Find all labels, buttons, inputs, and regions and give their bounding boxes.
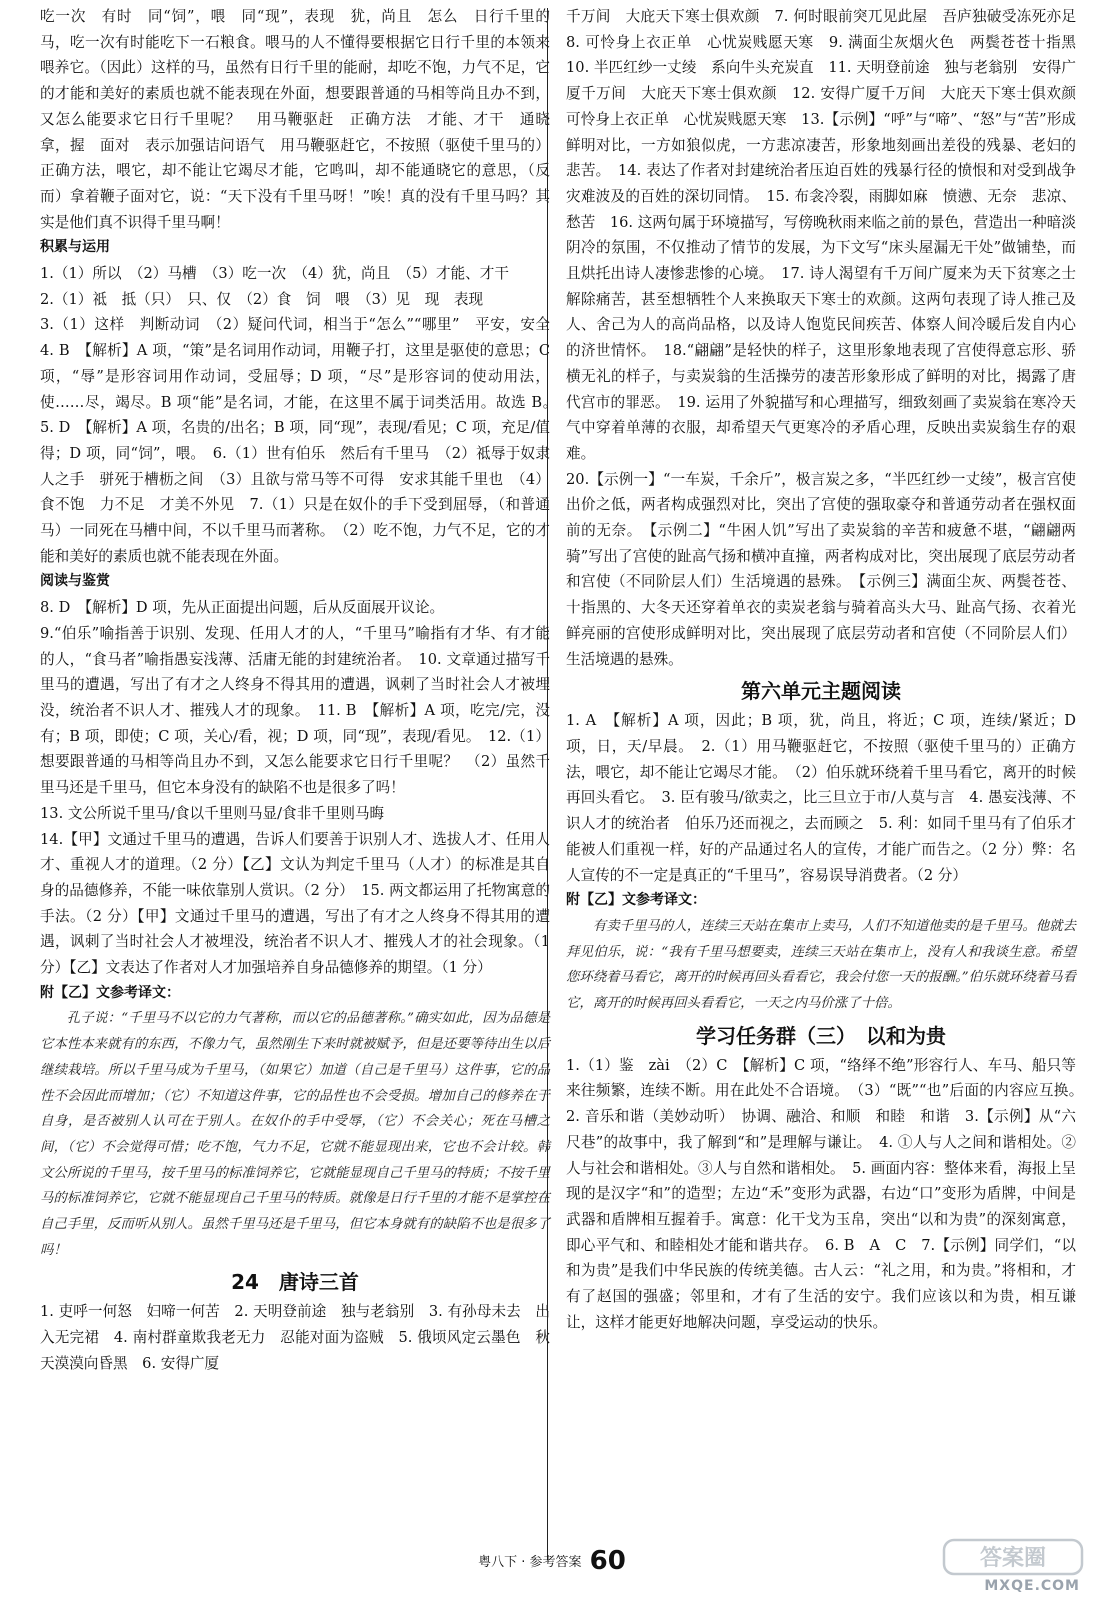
answer-item: 1.（1）鉴 zài （2）C 【解析】C 项，“络绎不绝”形容行人、车马、船只等来往频繁，连续不断。用在此处不合语境。 （3）“既”“也”后面的内容应互换。 2. 音乐和谐（美妙动听） 协调、融洽、和顺 和睦 和谐 3.【示例】从“六尺巷”的故事中，我了解到“和”是理解与谦让。 4. ①人与人之间和谐相处。②人与社会和谐相处。③人与自然和谐相处。 5. 画面内容：整体来看，海报上呈现的是汉字“和”的造型；左边“禾”变形为武器，右边“口”变形为盾牌，中间是武器和盾牌相互握着手。寓意：化干戈为玉帛，突出“以和为贵”的深刻寓意，即心平气和、和睦相处才能和谐共存。 6. B A C 7.【示例】同学们，“以和为贵”是我们中华民族的传统美德。古人云：“礼之用，和为贵。”将相和，才有了赵国的强盛；邻里和，才有了生活的安宁。我们应该以和为贵，相互谦让，这样才能更好地解决问题，享受运动的快乐。 <box>566 1056 1091 1331</box>
answer-item: 2.（1）祗 抵（只） 只、仅 （2）食 饲 喂 （3）见 现 表现 <box>40 290 484 308</box>
unit-6-title: 第六单元主题阅读 <box>741 679 901 704</box>
answer-item: 千万间 大庇天下寒士俱欢颜 7. 何时眼前突兀见此屋 吾庐独破受冻死亦足 8. 可怜身上衣正单 心忧炭贱愿天寒 9. 满面尘灰烟火色 两鬓苍苍十指黑 10. 半匹红纱一丈绫 系向牛头充炭直 11. 天明登前途 独与老翁别 安得广厦千万间 大庇天下寒士俱欢颜 12. 安得广厦千万间 大庇天下寒士俱欢颜 可怜身上衣正单 心忧炭贱愿天寒 13.【示例】“呼”与“啼”、“怒”与“苦”形成鲜明对比，一方如狼似虎，一方悲凉凄苦，形象地刻画出差役的残暴、老妇的悲苦。 14. 表达了作者对封建统治者压迫百姓的残暴行径的愤恨和对受到战争灾难波及的百姓的深切同情。 15. 布衾冷裂，雨脚如麻 愤懑、无奈 悲凉、愁苦 16. 这两句属于环境描写，写傍晚秋雨来临之前的景色，营造出一种暗淡阴冷的氛围，不仅推动了情节的发展，为下文写“床头屋漏无干处”做铺垫，而且烘托出诗人凄惨悲惨的心境。 17. 诗人渴望有千万间广厦来为天下贫寒之士解除痛苦，甚至想牺牲个人来换取天下寒士的欢颜。这两句表现了诗人推己及人、舍己为人的高尚品格，以及诗人饱览民间疾苦、体察人间冷暖后发自内心的济世情怀。 18.“翩翩”是轻快的样子，这里形象地表现了宫使得意忘形、骄横无礼的样子，与卖炭翁的生活操劳的凄苦形象形成了鲜明的对比，揭露了唐代宫市的罪恶。 19. 运用了外貌描写和心理描写，细致刻画了卖炭翁在寒冷天气中穿着单薄的衣服，却希望天气更寒冷的矛盾心理，反映出卖炭翁生存的艰难。 <box>566 8 1091 462</box>
watermark-text: MXQE.COM <box>984 1578 1080 1594</box>
footer-label: 粤八下 · 参考答案 <box>478 1555 582 1570</box>
page-number: 60 <box>589 1546 626 1576</box>
section-heading-accumulation: 积累与运用 <box>40 239 110 256</box>
column-divider <box>547 8 548 1560</box>
answer-item: 14.【甲】文通过千里马的遭遇，告诉人们要善于识别人才、选拔人才、任用人才、重视人才的道理。（2 分）【乙】文认为判定千里马（人才）的标准是其自身的品德修养，不能一味依靠别人赏识。（2 分） 15. 两文都运用了托物寓意的手法。（2 分）【甲】文通过千里马的遭遇，写出了有才之人终身不得其用的遭遇，讽刺了当时社会人才被埋没，统治者不识人才、摧残人才的社会现象。（1 分）【乙】文表达了作者对人才加强培养自身品德修养的期望。（1 分） <box>40 830 550 977</box>
right-column <box>566 4 1091 1335</box>
answer-item: 1. A 【解析】A 项，因此；B 项，犹，尚且，将近；C 项，连续/紧近；D 项，日，天/早晨。 2.（1）用马鞭驱赶它，不按照（驱使千里马的）正确方法，喂它，却不能让它竭尽才能。 （2）伯乐就环绕着千里马看它，离开的时候再回头看它。 3. 臣有骏马/欲卖之，比三旦立于市/人莫与言 4. 愚妄浅薄、不识人才的统治者 伯乐乃还而视之，去而顾之 5. 利：如同千里马有了伯乐才能被人们重视一样，好的产品通过名人的宣传，才能广而告之。（2 分）弊：名人宣传的不一定是真正的“千里马”，容易误导消费者。（2 分） <box>566 712 1076 884</box>
translation-continuation: 吃一次 有时 同“饲”，喂 同“现”，表现 犹，尚且 怎么 日行千里的马，吃一次有时能吃下一石粮食。喂马的人不懂得要根据它日行千里的本领来喂养它。（因此）这样的马，虽然有日行千里的能耐，却吃不饱，力气不足，它的才能和美好的素质也就不能表现在外面，想要跟普通的马相等尚且办不到，又怎么能要求它日行千里呢？ 用马鞭驱赶 正确方法 才能、才干 通晓 拿，握 面对 表示加强诘问语气 用马鞭驱赶它，不按照（驱使千里马的）正确方法，喂它，却不能让它竭尽才能，它鸣叫，却不能通晓它的意思，（反而）拿着鞭子面对它，说：“天下没有千里马呀！”唉！真的没有千里马吗？其实是他们真不识得千里马啊！ <box>40 8 565 231</box>
answer-item: 13. 文公所说千里马/食以千里则马显/食非千里则马晦 <box>40 804 385 822</box>
answer-item: 9.“伯乐”喻指善于识别、发现、任用人才的人，“千里马”喻指有才华、有才能的人，“食马者”喻指愚妄浅薄、活庸无能的封建统治者。 10. 文章通过描写千里马的遭遇，写出了有才之人终身不得其用的遭遇，讽刺了当时社会人才被埋没，统治者不识人才、摧残人才的现象。 11. B 【解析】A 项，吃完/完，没有；B 项，即使；C 项，关心/看，视；D 项，同“现”，表现/看见。 12.（1）想要跟普通的马相等尚且办不到，又怎么能要求它日行千里呢？ （2）虽然千里马还是千里马，但它本身没有的缺陷不也是很多了吗！ <box>40 624 550 797</box>
chapter-title-24: 24 唐诗三首 <box>231 1270 359 1295</box>
answer-item: 1. 吏呼一何怒 妇啼一何苦 2. 天明登前途 独与老翁别 3. 有孙母未去 出入无完裙 4. 南村群童欺我老无力 忍能对面为盗贼 5. 俄顷风定云墨色 秋天漠漠向昏黑 6. 安得广厦 <box>40 1303 550 1372</box>
answer-item: 1.（1）所以 （2）马槽 （3）吃一次 （4）犹，尚且 （5）才能、才干 <box>40 265 509 283</box>
svg-text:答案圈: 答案圈 <box>979 1546 1047 1571</box>
translation-heading: 附【乙】文参考译文： <box>40 984 180 1001</box>
section-heading-reading: 阅读与鉴赏 <box>40 573 110 590</box>
translation-heading: 附【乙】文参考译文： <box>566 892 706 909</box>
task-group-3-title: 学习任务群（三） 以和为贵 <box>696 1023 946 1048</box>
reference-translation: 有卖千里马的人，连续三天站在集市上卖马，人们不知道他卖的是千里马。他就去拜见伯乐，说：“我有千里马想要卖，连续三天站在集市上，没有人和我谈生意。希望您环绕着马看它，离开的时候再回头看看它，我会付您一天的报酬。”伯乐就环绕着马看它，离开的时候再回头看看它，一天之内马价涨了十倍。 <box>566 918 1076 1012</box>
answer-item: 8. D 【解析】D 项，先从正面提出问题，后从反面展开议论。 <box>40 599 445 617</box>
reference-translation: 孔子说：“千里马不以它的力气著称，而以它的品德著称。”确实如此，因为品德是它本性本来就有的东西，不像力气，虽然刚生下来时就被赋予，但是还要等待出生以后继续栽培。所以千里马成为千里马，（如果它）加道（自己是千里马）这件事，它的品性不会因此而增加；（它）不知道这件事，它的品性也不会受损。增加自己的修养在于自身，是否被别人认可在于别人。在奴仆的手中受辱，（它）不会关心；死在马槽之间，（它）不会觉得可惜；吃不饱，气力不足，它就不能显现出来，它也不会计较。韩文公所说的千里马，按千里马的标准饲养它，它就能显现自己千里马的特质；不按千里马的标准饲养它，它就不能显现自己千里马的特质。就像是日行千里的才能不是掌控在自己手里，反而听从别人。虽然千里马还是千里马，但它本身就有的缺陷不也是很多了吗！ <box>40 1011 550 1258</box>
answer-item: 20.【示例一】“一车炭，千余斤”，极言炭之多，“半匹红纱一丈绫”，极言宫使出价之低，两者构成强烈对比，突出了宫使的强取豪夺和普通劳动者在强权面前的无奈。 【示例二】“牛困人饥”写出了卖炭翁的辛苦和疲惫不堪，“翩翩两骑”写出了宫使的趾高气扬和横冲直撞，两者构成对比，突出展现了底层劳动者和宫使（不同阶层人们）生活境遇的悬殊。 【示例三】满面尘灰、两鬓苍苍、十指黑的、大冬天还穿着单衣的卖炭老翁与骑着高头大马、趾高气扬、衣着光鲜亮丽的宫使形成鲜明对比，突出展现了底层劳动者和宫使（不同阶层人们）生活境遇的悬殊。 <box>566 470 1076 668</box>
answer-item: 3.（1）这样 判断动词 （2）疑问代词，相当于“怎么”“哪里” 平安，安全 4. B 【解析】A 项，“策”是名词用作动词，用鞭子打，这里是驱使的意思；C 项，“辱”是形容词用作动词，受屈辱；D 项，“尽”是形容词的使动用法，使……尽，竭尽。B 项“能”是名词，才能，在这里不属于词类活用。故选 B。 5. D 【解析】A 项，名贵的/出名；B 项，同“现”，表现/看见；C 项，充足/值得；D 项，同“饲”，喂。 6.（1）世有伯乐 然后有千里马 （2）祗辱于奴隶人之手 骈死于槽枥之间 （3）且欲与常马等不可得 安求其能千里也 （4）食不饱 力不足 才美不外见 7.（1）只是在奴仆的手下受到屈辱，（和普通马）一同死在马槽中间，不以千里马而著称。 （2）吃不饱，力气不足，它的才能和美好的素质也就不能表现在外面。 <box>40 316 565 565</box>
left-column <box>40 4 565 1377</box>
